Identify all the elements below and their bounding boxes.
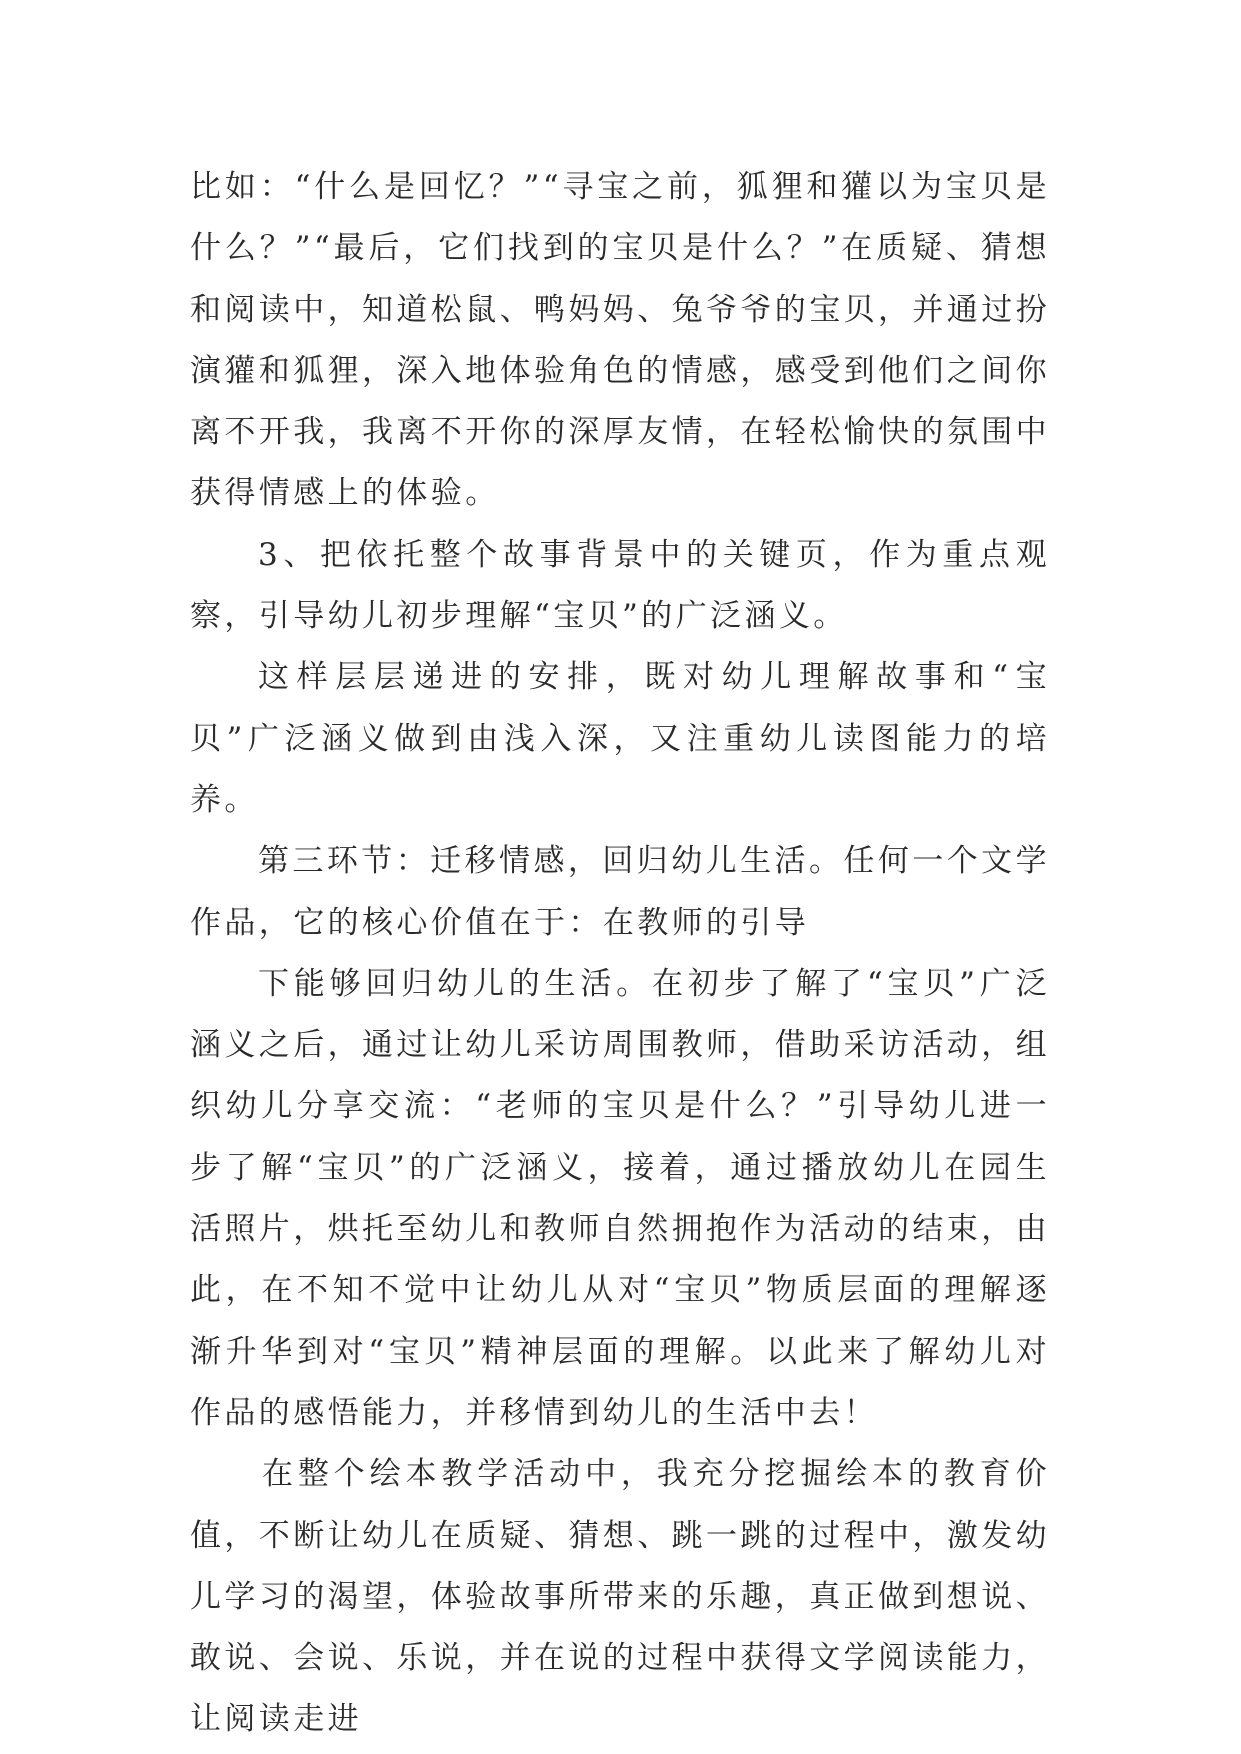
paragraph-3: 这样层层递进的安排，既对幼儿理解故事和“宝贝”广泛涵义做到由浅入深，又注重幼儿读图能力的培养。 bbox=[190, 659, 1050, 818]
paragraph-2: 3、把依托整个故事背景中的关键页，作为重点观察，引导幼儿初步理解“宝贝”的广泛涵义。 bbox=[190, 536, 1050, 635]
paragraph-4: 第三环节：迁移情感，回归幼儿生活。任何一个文学作品，它的核心价值在于：在教师的引导 bbox=[190, 843, 1050, 941]
paragraph-5: 下能够回归幼儿的生活。在初步了解了“宝贝”广泛涵义之后，通过让幼儿采访周围教师，借助采访活动，组织幼儿分享交流：“老师的宝贝是什么？”引导幼儿进一步了解“宝贝”的广泛涵义，接着，通过播放幼儿在园生活照片，烘托至幼儿和教师自然拥抱作为活动的结束，由此，在不知不觉中让幼儿从对“宝贝”物质层面的理解逐渐升华到对“宝贝”精神层面的理解。以此来了解幼儿对作品的感悟能力，并移情到幼儿的生活中去！ bbox=[190, 965, 1050, 1431]
document-body bbox=[190, 157, 1050, 1751]
paragraph-1: 比如：“什么是回忆？”“寻宝之前，狐狸和獾以为宝贝是什么？”“最后，它们找到的宝贝是什么？”在质疑、猜想和阅读中，知道松鼠、鸭妈妈、兔爷爷的宝贝，并通过扮演獾和狐狸，深入地体验角色的情感，感受到他们之间你离不开我，我离不开你的深厚友情，在轻松愉快的氛围中获得情感上的体验。 bbox=[190, 169, 1050, 512]
paragraph-6: 在整个绘本教学活动中，我充分挖掘绘本的教育价值，不断让幼儿在质疑、猜想、跳一跳的过程中，激发幼儿学习的渴望，体验故事所带来的乐趣，真正做到想说、敢说、会说、乐说，并在说的过程中获得文学阅读能力，让阅读走进 bbox=[190, 1456, 1050, 1738]
